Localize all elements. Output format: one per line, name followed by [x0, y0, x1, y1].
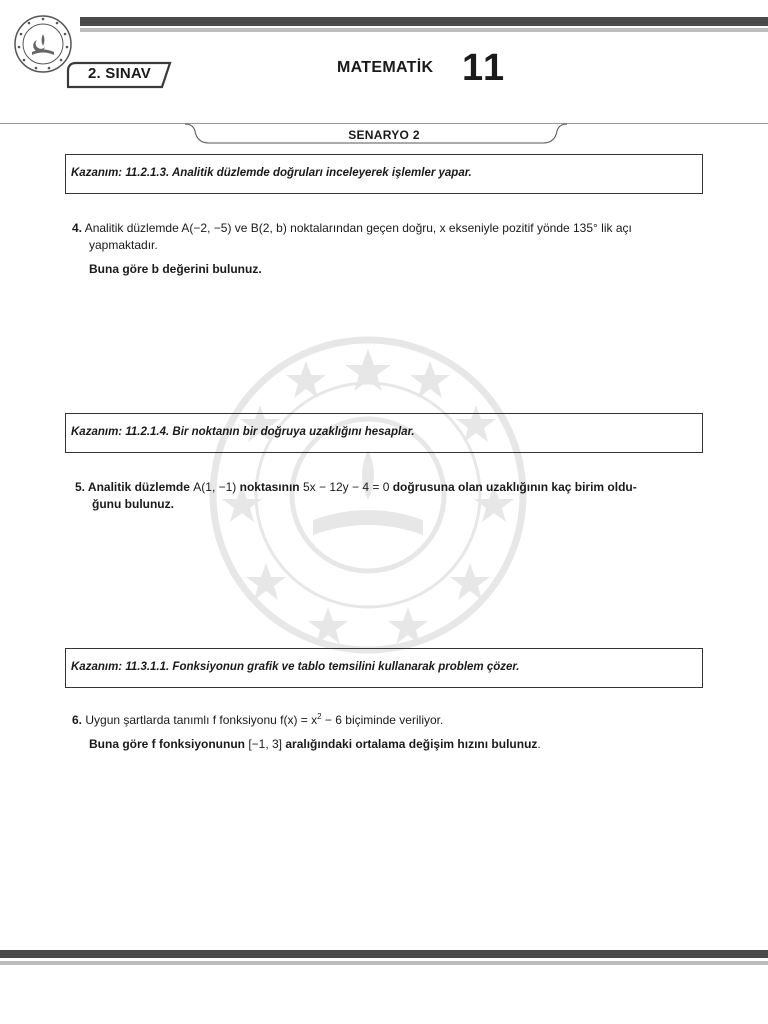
grade-number: 11 — [462, 47, 507, 89]
prompt-period: . — [537, 737, 541, 751]
math-line-equation: 5x − 12y − 4 = 0 — [302, 480, 390, 494]
kazanim-text-1: Kazanım: 11.2.1.3. Analitik düzlemde doğruları inceleyerek işlemler yapar. — [71, 167, 472, 179]
question-number: 5. — [75, 480, 86, 494]
question-4-prompt: Buna göre b değerini bulunuz. — [89, 262, 262, 276]
question-4-line2: yapmaktadır. — [89, 238, 158, 252]
question-6 — [72, 712, 443, 729]
question-text: biçiminde veriliyor. — [341, 713, 444, 727]
question-text: Uygun şartlarda tanımlı f fonksiyonu — [85, 713, 281, 727]
question-text: noktalarından geçen doğru, x ekseniyle pozitif yönde 135° lik açı — [286, 221, 632, 235]
question-text: ve — [231, 221, 251, 235]
footer-stripe-light — [0, 961, 768, 965]
kazanim-box-3 — [65, 648, 703, 688]
math-function-rest: − 6 — [321, 713, 342, 727]
question-text: Analitik düzlemde — [87, 480, 194, 494]
kazanim-box-2 — [65, 413, 703, 453]
math-interval: [−1, 3] — [248, 737, 283, 751]
kazanim-text-2: Kazanım: 11.2.1.4. Bir noktanın bir doğruya uzaklığını hesaplar. — [71, 426, 415, 438]
question-number: 4. — [72, 221, 83, 235]
question-5 — [75, 479, 637, 496]
math-function: f(x) = x — [280, 713, 318, 727]
question-number: 6. — [72, 713, 83, 727]
question-text: noktasının — [236, 480, 303, 494]
prompt-text: Buna göre f fonksiyonunun — [89, 737, 249, 751]
footer-stripe-dark — [0, 950, 768, 958]
question-6-prompt — [89, 736, 541, 753]
question-text: doğrusuna olan uzaklığının kaç birim oldu- — [389, 480, 637, 494]
kazanim-text-3: Kazanım: 11.3.1.1. Fonksiyonun grafik ve tablo temsilini kullanarak problem çözer. — [71, 661, 520, 673]
kazanim-box-1 — [65, 154, 703, 194]
question-4 — [72, 220, 632, 237]
math-point-a: A(1, −1) — [193, 480, 237, 494]
header-stripe-light — [80, 28, 768, 32]
exam-label: 2. SINAV — [88, 65, 152, 82]
math-point-b: B(2, b) — [250, 221, 287, 235]
scenario-title: SENARYO 2 — [348, 128, 420, 142]
math-exponent: 2 — [317, 712, 322, 721]
ministry-seal-logo — [13, 14, 73, 74]
question-5-line2: ğunu bulunuz. — [92, 497, 174, 511]
subject-title: MATEMATİK — [337, 59, 434, 76]
question-text: Analitik düzlemde — [84, 221, 182, 235]
math-point-a: A(−2, −5) — [181, 221, 232, 235]
header-stripe-dark — [80, 17, 768, 26]
prompt-text: aralığındaki ortalama değişim hızını bulunuz — [282, 737, 538, 751]
